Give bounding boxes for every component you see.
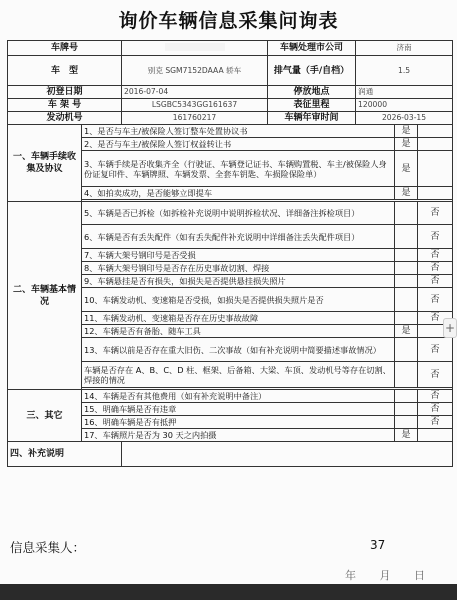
question-item: 4、如拍卖成功，是否能够立即提车: [82, 187, 395, 200]
answer-yes: 是: [395, 429, 418, 442]
zoom-in-icon[interactable]: +: [443, 318, 457, 338]
question-item: 17、车辆照片是否为 30 天之内拍摄: [82, 429, 395, 442]
answer-empty: [395, 312, 418, 325]
answer-no: 否: [418, 262, 453, 275]
month-label: 月: [379, 569, 391, 582]
frame-value: LSGBC5343GG161637: [122, 99, 268, 112]
answer-empty: [395, 416, 418, 429]
model-value: 别克 SGM7152DAAA 轿车: [122, 56, 268, 86]
answer-empty: [418, 138, 453, 151]
answer-empty: [395, 390, 418, 403]
year-label: 年: [345, 569, 356, 582]
answer-empty: [395, 262, 418, 275]
engine-label: 发动机号: [8, 112, 122, 125]
section-other: 三、其它: [8, 390, 82, 442]
answer-empty: [395, 275, 418, 288]
answer-yes: 是: [395, 138, 418, 151]
page-title: 询价车辆信息采集问询表: [118, 10, 339, 32]
answer-empty: [395, 225, 418, 249]
answer-empty: [395, 288, 418, 312]
question-item: 7、车辆大架号钢印号是否受损: [82, 249, 395, 262]
section-supplement: 四、补充说明: [8, 442, 122, 467]
collector-label: 信息采集人：: [10, 540, 86, 555]
answer-empty: [418, 151, 453, 187]
collector-value: 37: [370, 538, 386, 552]
model-label: 车 型: [8, 56, 122, 86]
answer-empty: [418, 429, 453, 442]
question-item: 15、明确车辆是否有违章: [82, 403, 395, 416]
answer-no: 否: [418, 275, 453, 288]
plate-label: 车牌号: [8, 41, 122, 56]
inquiry-form-table: [7, 40, 453, 467]
displacement-label: 排气量（手/自档）: [268, 56, 356, 86]
displacement-value: 1.5: [356, 56, 453, 86]
answer-no: 否: [418, 225, 453, 249]
plate-value: [122, 41, 268, 56]
engine-value: 161760217: [122, 112, 268, 125]
day-label: 日: [414, 569, 425, 582]
date-line: [345, 567, 445, 583]
bottom-bar: [0, 584, 457, 600]
frame-label: 车 架 号: [8, 99, 122, 112]
answer-empty: [418, 125, 453, 138]
answer-no: 否: [418, 312, 453, 325]
section-documents: 一、车辆手续收集及协议: [8, 125, 82, 202]
answer-empty: [395, 249, 418, 262]
question-item: 2、是否与车主/被保险人签订权益转让书: [82, 138, 395, 151]
answer-no: 否: [418, 202, 453, 225]
question-item: 12、车辆是否有备胎、随车工具: [82, 325, 395, 338]
answer-no: 否: [418, 403, 453, 416]
answer-no: 否: [418, 338, 453, 362]
question-item: 11、车辆发动机、变速箱是否存在历史事故故障: [82, 312, 395, 325]
answer-yes: 是: [395, 125, 418, 138]
answer-yes: 是: [395, 325, 418, 338]
question-item: 1、是否与车主/被保险人签订整车处置协议书: [82, 125, 395, 138]
reg-date-label: 初登日期: [8, 86, 122, 99]
question-item: 8、车辆大架号钢印号是否存在历史事故切割、焊接: [82, 262, 395, 275]
answer-no: 否: [418, 249, 453, 262]
answer-empty: [395, 362, 418, 388]
answer-no: 否: [418, 416, 453, 429]
question-item: 6、车辆是否有丢失配件（如有丢失配件补充说明中详细备注丢失配件项目）: [82, 225, 395, 249]
answer-yes: 是: [395, 187, 418, 200]
supplement-content: [122, 442, 453, 467]
redacted-block: [165, 43, 225, 51]
question-item: 3、车辆手续是否收集齐全（行驶证、车辆登记证书、车辆购置税、车主/被保险人身份证复印件、车辆牌照、车辆发票、全套车钥匙、车损险保险单）: [82, 151, 395, 187]
inspect-value: 2026-03-15: [356, 112, 453, 125]
question-item: 14、车辆是否有其他费用（如有补充说明中备注）: [82, 390, 395, 403]
park-value: 润通: [356, 86, 453, 99]
park-label: 停放地点: [268, 86, 356, 99]
question-item: 13、车辆以前是否存在重大旧伤、二次事故（如有补充说明中简要描述事故情况）: [82, 338, 395, 362]
question-item: 车辆是否存在 A、B、C、D 柱、框架、后备箱、大梁、车顶、发动机号等存在切割、焊接的情况: [82, 362, 395, 388]
agency-value: 济南: [356, 41, 453, 56]
answer-no: 否: [418, 390, 453, 403]
question-item: 10、车辆发动机、变速箱是否受损，如损失是否提供损失照片是否: [82, 288, 395, 312]
question-item: 16、明确车辆是否有抵押: [82, 416, 395, 429]
question-item: 5、车辆是否已拆检（如拆检补充说明中说明拆检状况、详细备注拆检项目）: [82, 202, 395, 225]
section-vehicle-condition: 二、车辆基本情况: [8, 202, 82, 390]
answer-no: 否: [418, 362, 453, 388]
reg-date-value: 2016-07-04: [122, 86, 268, 99]
mileage-label: 表征里程: [268, 99, 356, 112]
question-item: 9、车辆悬挂是否有损失，如损失是否提供悬挂损失照片: [82, 275, 395, 288]
answer-empty: [395, 338, 418, 362]
answer-empty: [395, 403, 418, 416]
inspect-label: 车辆年审时间: [268, 112, 356, 125]
mileage-value: 120000: [356, 99, 453, 112]
answer-no: 否: [418, 288, 453, 312]
agency-label: 车辆处理市公司: [268, 41, 356, 56]
answer-yes: 是: [395, 151, 418, 187]
answer-empty: [395, 202, 418, 225]
answer-empty: [418, 187, 453, 200]
